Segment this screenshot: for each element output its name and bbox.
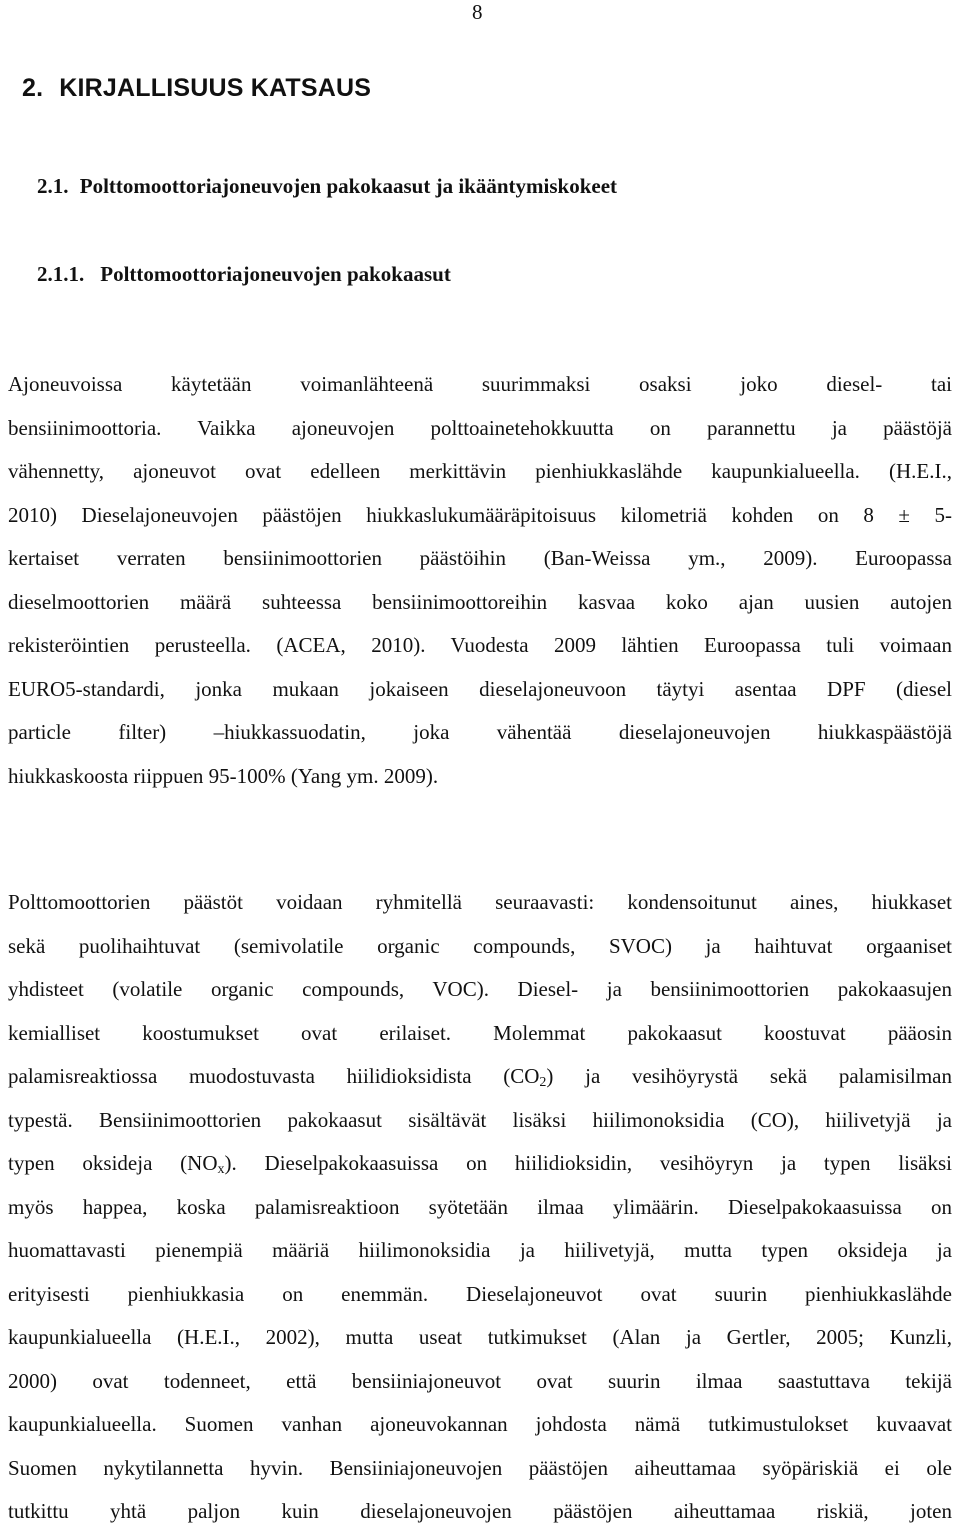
paragraph-line: hiukkaskoosta riippuen 95-100% (Yang ym. 2009).	[8, 763, 439, 788]
paragraph-line: dieselmoottorien määrä suhteessa bensiinimoottoreihin kasvaa koko ajan uusien autojen	[8, 589, 952, 614]
text-fragment: ). Dieselpakokaasuissa on hiilidioksidin, vesihöyryn ja typen lisäksi	[224, 1151, 953, 1175]
section-heading	[37, 172, 617, 200]
paragraph-line-nox	[8, 1142, 952, 1186]
paragraph-line: yhdisteet (volatile organic compounds, VOC). Diesel- ja bensiinimoottorien pakokaasujen	[8, 977, 952, 1001]
subscript: 2	[539, 1075, 547, 1090]
paragraph-line: EURO5-standardi, jonka mukaan jokaiseen dieselajoneuvoon täytyi asentaa DPF (diesel	[8, 676, 952, 701]
subsection-heading	[37, 260, 451, 288]
paragraph-line: tutkittu yhtä paljon kuin dieselajoneuvojen päästöjen aiheuttamaa riskiä, joten	[8, 1499, 952, 1523]
paragraph-line: bensiinimoottoria. Vaikka ajoneuvojen polttoainetehokkuutta on parannettu ja päästöjä	[8, 415, 952, 440]
paragraph-line: sekä puolihaihtuvat (semivolatile organic compounds, SVOC) ja haihtuvat orgaaniset	[8, 933, 952, 958]
text-fragment: typen oksideja (NO	[8, 1151, 218, 1175]
paragraph-line: huomattavasti pienempiä määriä hiilimonoksidia ja hiilivetyjä, mutta typen oksideja ja	[8, 1238, 952, 1262]
section-number: 2.1.	[37, 174, 69, 198]
paragraph-line: myös happea, koska palamisreaktioon syötetään ilmaa ylimäärin. Dieselpakokaasuissa on	[8, 1194, 952, 1219]
paragraph-line: erityisesti pienhiukkasia on enemmän. Dieselajoneuvot ovat suurin pienhiukkaslähde	[8, 1281, 952, 1306]
section-title: Polttomoottoriajoneuvojen pakokaasut ja ikääntymiskokeet	[79, 174, 618, 198]
chapter-number: 2.	[22, 74, 44, 102]
paragraph-line: rekisteröintien perusteella. (ACEA, 2010). Vuodesta 2009 lähtien Euroopassa tuli voimaan	[8, 633, 952, 657]
paragraph-line: kaupunkialueella (H.E.I., 2002), mutta useat tutkimukset (Alan ja Gertler, 2005; Kunzli,	[8, 1325, 952, 1349]
chapter-heading	[22, 72, 371, 104]
paragraph-line: kemialliset koostumukset ovat erilaiset. Molemmat pakokaasut koostuvat pääosin	[8, 1020, 952, 1045]
paragraph-line: Polttomoottorien päästöt voidaan ryhmitellä seuraavasti: kondensoitunut aines, hiukkaset	[8, 890, 952, 914]
subsection-title: Polttomoottoriajoneuvojen pakokaasut	[100, 262, 451, 286]
paragraph-line: 2010) Dieselajoneuvojen päästöjen hiukkaslukumääräpitoisuus kilometriä kohden on 8 ± 5-	[8, 502, 952, 527]
paragraph-line: vähennetty, ajoneuvot ovat edelleen merkittävin pienhiukkaslähde kaupunkialueella. (H.E.I.,	[8, 459, 952, 483]
paragraph-line: typestä. Bensiinimoottorien pakokaasut sisältävät lisäksi hiilimonoksidia (CO), hiilivetyjä ja	[8, 1107, 952, 1132]
paragraph-2	[8, 881, 952, 1534]
subscript: x	[217, 1162, 225, 1177]
paragraph-line: 2000) ovat todenneet, että bensiiniajoneuvot ovat suurin ilmaa saastuttava tekijä	[8, 1368, 952, 1393]
paragraph-line: particle filter) –hiukkassuodatin, joka vähentää dieselajoneuvojen hiukkaspäästöjä	[8, 720, 952, 744]
paragraph-1	[8, 363, 952, 798]
chapter-title: KIRJALLISUUS KATSAUS	[59, 74, 372, 102]
paragraph-line: Ajoneuvoissa käytetään voimanlähteenä suurimmaksi osaksi joko diesel- tai	[8, 372, 952, 396]
text-fragment: palamisreaktiossa muodostuvasta hiilidioksidista (CO	[8, 1064, 540, 1088]
paragraph-line: Suomen nykytilannetta hyvin. Bensiiniajoneuvojen päästöjen aiheuttamaa syöpäriskiä ei ole	[8, 1455, 952, 1480]
paragraph-line: kaupunkialueella. Suomen vanhan ajoneuvokannan johdosta nämä tutkimustulokset kuvaavat	[8, 1412, 952, 1436]
paragraph-line: kertaiset verraten bensiinimoottorien päästöihin (Ban-Weissa ym., 2009). Euroopassa	[8, 546, 952, 570]
text-fragment: ) ja vesihöyrystä sekä palamisilman	[546, 1064, 952, 1088]
paragraph-line-co2	[8, 1055, 952, 1099]
subsection-number: 2.1.1.	[37, 262, 85, 286]
page-number: 8	[472, 0, 483, 24]
